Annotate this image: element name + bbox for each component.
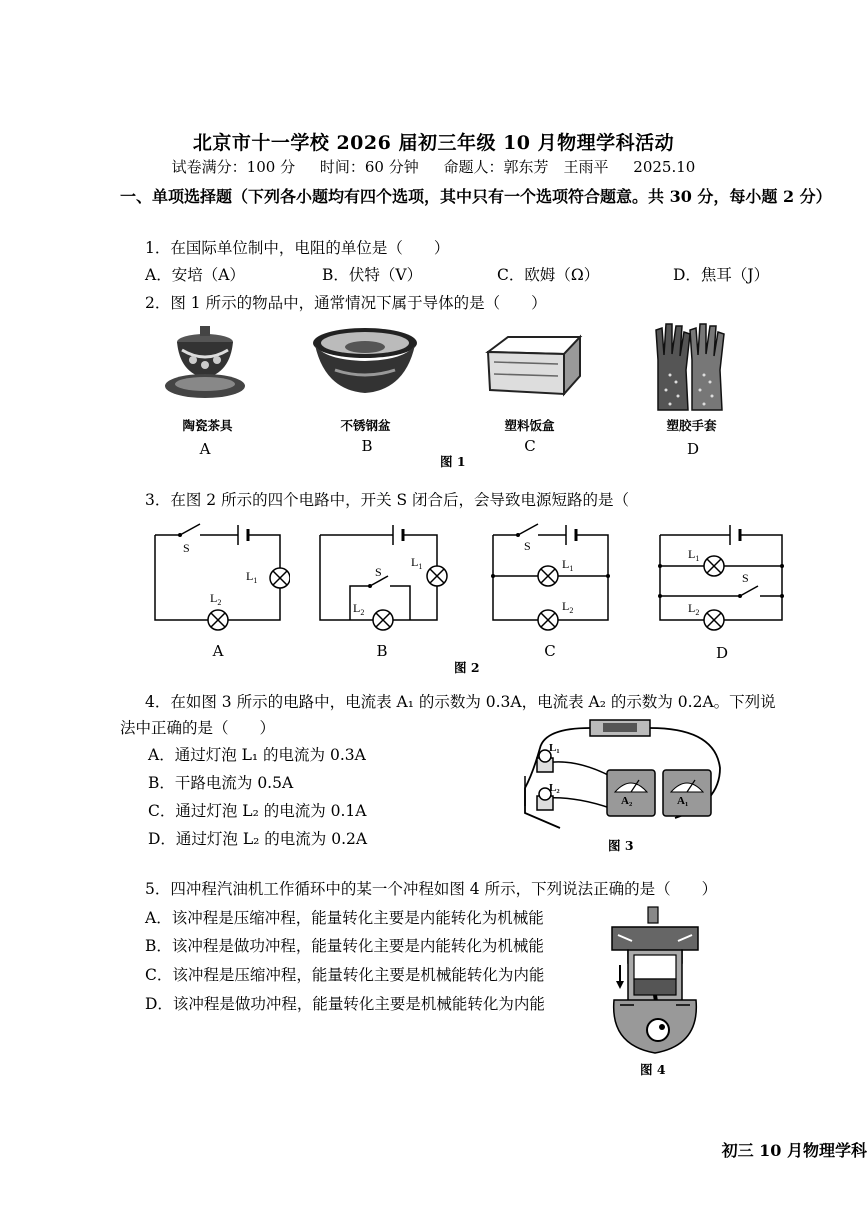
- q1-option-b: B．伏特（V）: [322, 266, 423, 284]
- steel-basin-image: [310, 325, 420, 400]
- q5-option-a: A．该冲程是压缩冲程，能量转化主要是内能转化为机械能: [145, 909, 544, 927]
- circuit-d-l1-label: $L_1$: [688, 547, 700, 563]
- fig3-l1-label: L₁: [549, 742, 560, 754]
- q3-letter-c: C: [544, 642, 556, 660]
- q1-option-c: C．欧姆（Ω）: [497, 266, 600, 284]
- circuit-a: [150, 520, 290, 645]
- circuit-b-switch-label: S: [375, 565, 382, 579]
- full-score: 试卷满分：100 分: [171, 158, 296, 176]
- q3-letter-a: A: [212, 642, 224, 660]
- teaset-image: [160, 318, 250, 408]
- figure-2-label: 图 2: [454, 660, 480, 675]
- footer-label: 初三 10 月物理学科: [721, 1141, 867, 1160]
- rubber-gloves-image: [650, 320, 732, 412]
- q5-stem: 5．四冲程汽油机工作循环中的某一个冲程如图 4 所示，下列说法正确的是（ ）: [145, 880, 718, 898]
- circuit-c: [488, 520, 628, 645]
- plastic-box-image: [478, 332, 586, 400]
- exam-date: 2025.10: [633, 158, 696, 176]
- q3-letter-b: B: [376, 642, 388, 660]
- fig3-l2-label: L₂: [549, 782, 560, 794]
- exam-time: 时间：60 分钟: [319, 158, 419, 176]
- circuit-b-l1-label: $L_1$: [411, 555, 423, 571]
- figure-3-label: 图 3: [608, 838, 634, 853]
- q4-option-a: A．通过灯泡 L₁ 的电流为 0.3A: [148, 746, 366, 764]
- q2-letter-b: B: [361, 437, 373, 455]
- circuit-d: [652, 520, 792, 645]
- q5-option-d: D．该冲程是做功冲程，能量转化主要是机械能转化为内能: [145, 995, 545, 1013]
- q1-stem: 1．在国际单位制中，电阻的单位是（ ）: [145, 239, 450, 257]
- exam-author: 命题人：郭东芳 王雨平: [443, 158, 609, 176]
- figure-4-label: 图 4: [640, 1062, 666, 1077]
- circuit-c-l1-label: $L_1$: [562, 557, 574, 573]
- circuit-b: [315, 520, 455, 645]
- q2-stem: 2．图 1 所示的物品中，通常情况下属于导体的是（ ）: [145, 294, 547, 312]
- q4-option-d: D．通过灯泡 L₂ 的电流为 0.2A: [148, 830, 368, 848]
- q2-caption-b: 不锈钢盆: [340, 418, 391, 433]
- q3-letter-d: D: [715, 644, 729, 662]
- q2-caption-c: 塑料饭盒: [504, 418, 555, 433]
- q4-option-b: B．干路电流为 0.5A: [148, 774, 294, 792]
- q4-stem-line1: 4．在如图 3 所示的电路中，电流表 A₁ 的示数为 0.3A，电流表 A₂ 的示数为 0.2A。下列说: [145, 693, 776, 711]
- q1-option-d: D．焦耳（J）: [673, 266, 770, 284]
- circuit-b-l2-label: $L_2$: [353, 601, 365, 617]
- fig3-a2-label: A₂: [621, 795, 633, 807]
- q4-stem-line2: 法中正确的是（ ）: [120, 719, 276, 737]
- fig3-a1-label: A₁: [677, 795, 689, 807]
- q1-option-a: A．安培（A）: [145, 266, 245, 284]
- q3-stem: 3．在图 2 所示的四个电路中，开关 S 闭合后，会导致电源短路的是（: [145, 491, 630, 509]
- circuit-c-l2-label: $L_2$: [562, 599, 574, 615]
- figure-3-circuit-photo: [515, 718, 730, 836]
- q2-letter-d: D: [686, 440, 700, 458]
- q2-letter-a: A: [199, 440, 211, 458]
- circuit-a-l1-label: $L_1$: [246, 569, 258, 585]
- page-title: 北京市十一学校 2026 届初三年级 10 月物理学科活动: [192, 132, 675, 154]
- q5-option-c: C．该冲程是压缩冲程，能量转化主要是机械能转化为内能: [145, 966, 545, 984]
- circuit-d-l2-label: $L_2$: [688, 601, 700, 617]
- exam-meta: [0, 156, 867, 177]
- circuit-c-switch-label: S: [524, 539, 531, 553]
- q2-caption-a: 陶瓷茶具: [182, 418, 233, 433]
- q2-letter-c: C: [524, 437, 536, 455]
- q4-option-c: C．通过灯泡 L₂ 的电流为 0.1A: [148, 802, 367, 820]
- q2-caption-d: 塑胶手套: [666, 418, 717, 433]
- circuit-a-switch-label: S: [183, 541, 190, 555]
- figure-1-label: 图 1: [440, 454, 466, 469]
- circuit-d-switch-label: S: [742, 571, 749, 585]
- q5-option-b: B．该冲程是做功冲程，能量转化主要是内能转化为机械能: [145, 937, 544, 955]
- section-heading: 一、单项选择题（下列各小题均有四个选项，其中只有一个选项符合题意。共 30 分，每小题 2 分）: [120, 187, 832, 206]
- circuit-a-l2-label: $L_2$: [210, 591, 222, 607]
- figure-4-engine-diagram: [600, 905, 710, 1057]
